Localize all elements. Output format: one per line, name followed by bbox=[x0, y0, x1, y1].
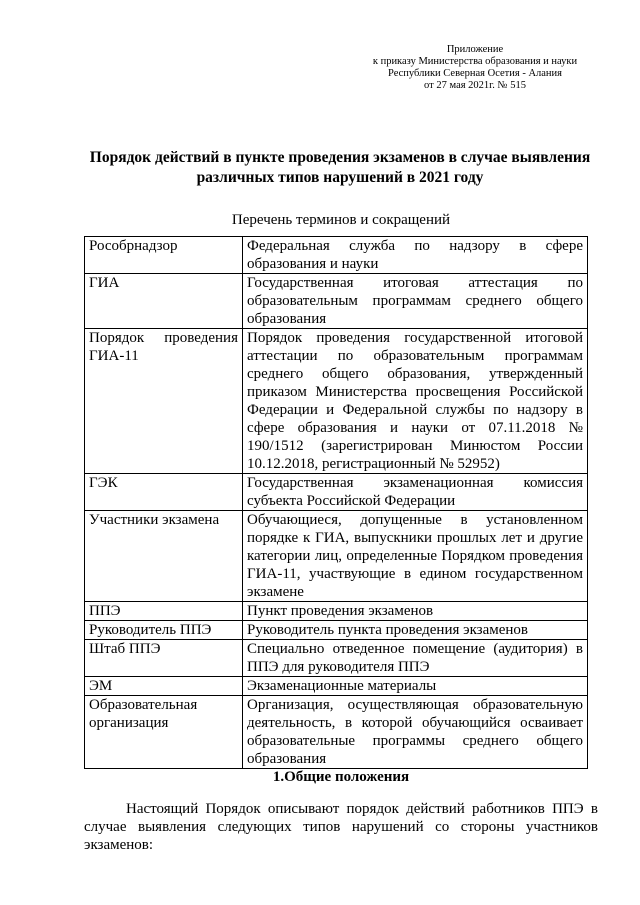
table-row bbox=[85, 621, 588, 640]
term-cell: ЭМ bbox=[85, 677, 243, 696]
definition-cell: Пункт проведения экзаменов bbox=[243, 602, 588, 621]
appendix-line: от 27 мая 2021г. № 515 bbox=[424, 80, 526, 91]
table-row bbox=[85, 329, 588, 474]
appendix-header bbox=[330, 44, 620, 92]
definition-cell: Руководитель пункта проведения экзаменов bbox=[243, 621, 588, 640]
table-row bbox=[85, 696, 588, 769]
term-cell: Образовательная организация bbox=[85, 696, 243, 769]
terms-heading: Перечень терминов и сокращений bbox=[231, 212, 451, 228]
title-line: различных типов нарушений в 2021 году bbox=[196, 169, 484, 186]
table-row bbox=[85, 511, 588, 602]
definition-cell: Организация, осуществляющая образовательную деятельность, в которой обучающийся осваивает образовательные программы среднего общего образования bbox=[243, 696, 588, 769]
definition-cell: Порядок проведения государственной итоговой аттестации по образовательным программам среднего общего образования, утвержденный приказом Министерства просвещения Российской Федерации и Федеральной службы по надзору в сфере образования и науки от 07.11.2018 № 190/1512 (зарегистрирован Минюстом России 10.12.2018, регистрационный № 52952) bbox=[243, 329, 588, 474]
term-cell: Порядок проведения ГИА-11 bbox=[85, 329, 243, 474]
body-paragraph: Настоящий Порядок описывают порядок действий работников ППЭ в случае выявления следующих типов нарушений со стороны участников экзаменов: bbox=[84, 801, 598, 853]
term-cell: Рособрнадзор bbox=[85, 237, 243, 274]
definition-cell: Специально отведенное помещение (аудитория) в ППЭ для руководителя ППЭ bbox=[243, 640, 588, 677]
table-row bbox=[85, 640, 588, 677]
section-heading: 1.Общие положения bbox=[272, 769, 410, 785]
definition-cell: Государственная экзаменационная комиссия субъекта Российской Федерации bbox=[243, 474, 588, 511]
table-row bbox=[85, 602, 588, 621]
term-cell: ППЭ bbox=[85, 602, 243, 621]
appendix-line: Республики Северная Осетия - Алания bbox=[388, 68, 562, 79]
term-cell: Штаб ППЭ bbox=[85, 640, 243, 677]
term-cell: ГИА bbox=[85, 274, 243, 329]
definition-cell: Государственная итоговая аттестация по образовательным программам среднего общего образования bbox=[243, 274, 588, 329]
definition-cell: Обучающиеся, допущенные в установленном порядке к ГИА, выпускники прошлых лет и другие категории лиц, определенные Порядком проведения ГИА-11, участвующие в едином государственном экзамене bbox=[243, 511, 588, 602]
table-row bbox=[85, 274, 588, 329]
term-cell: Участники экзамена bbox=[85, 511, 243, 602]
title-line: Порядок действий в пункте проведения экзаменов в случае выявления bbox=[89, 149, 591, 166]
table-row bbox=[85, 237, 588, 274]
table-row bbox=[85, 474, 588, 511]
appendix-line: к приказу Министерства образования и науки bbox=[372, 56, 578, 67]
appendix-line: Приложение bbox=[446, 44, 504, 55]
table-row bbox=[85, 677, 588, 696]
terms-table bbox=[84, 236, 588, 769]
definition-cell: Федеральная служба по надзору в сфере образования и науки bbox=[243, 237, 588, 274]
document-title bbox=[70, 148, 610, 188]
term-cell: ГЭК bbox=[85, 474, 243, 511]
term-cell: Руководитель ППЭ bbox=[85, 621, 243, 640]
definition-cell: Экзаменационные материалы bbox=[243, 677, 588, 696]
